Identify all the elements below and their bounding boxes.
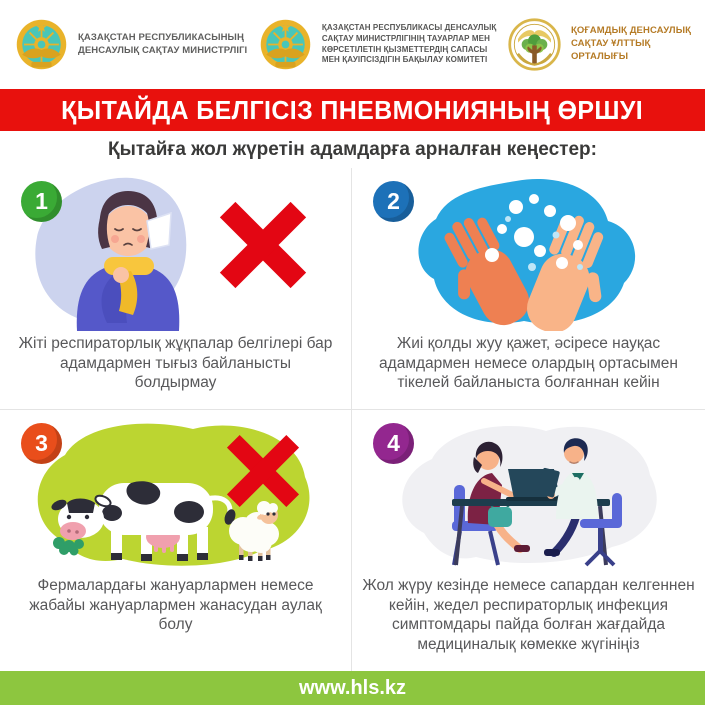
tip-4-caption: Жол жүру кезінде немесе сапардан келгеннен кейін, жедел респираторлық инфекция симптомдары пайда болған жағдайда медициналық көмекке жүгініңіз [362,577,695,654]
tip-3-number: 3 [35,430,48,456]
subtitle-row [0,131,705,168]
committee-title-line2: САҚТАУ МИНИСТРЛІГІНІҢ ТАУАРЛАР МЕН [321,33,490,43]
center-title-line3: ОРТАЛЫҒЫ [570,50,629,62]
tip-3-number-badge [21,423,62,464]
main-title-banner [0,89,705,131]
ministry-logo-group [14,17,247,72]
ministry-title [78,32,247,57]
committee-title-line4: МЕН ҚАУІПСІЗДІГІН БАҚЫЛАУ КОМИТЕТІ [321,55,488,65]
tips-grid [0,168,705,671]
tip-cell-4 [352,410,705,671]
header [0,0,705,89]
tip-2-number: 2 [387,188,400,214]
tip-1-number: 1 [35,188,48,214]
subtitle: Қытайға жол жүретін адамдарға арналған кеңестер: [108,138,597,160]
ministry-title-line2: ДЕНСАУЛЫҚ САҚТАУ МИНИСТРЛІГІ [78,44,248,56]
kazakhstan-emblem-icon [258,17,313,72]
tip-1-caption: Жіті респираторлық жұқпалар белгілері бар адамдармен тығыз байланысты болдырмау [18,335,333,392]
committee-title-line3: КӨРСЕТІЛЕТІН ҚЫЗМЕТТЕРДІҢ САПАСЫ [321,44,488,54]
public-health-center-title [571,25,691,63]
footer-url: www.hls.kz [298,676,407,699]
tip-4-number-badge [373,423,414,464]
center-title-line1: ҚОҒАМДЫҚ ДЕНСАУЛЫҚ [570,25,691,37]
tip-4-number: 4 [387,430,400,456]
tip-2-number-badge [373,181,414,222]
committee-title [322,23,497,66]
main-title: ҚЫТАЙДА БЕЛГІСІЗ ПНЕВМОНИЯНЫҢ ӨРШУІ [61,94,644,125]
footer-bar [0,671,705,705]
public-health-center-logo-group [507,17,691,72]
tip-cell-1 [0,168,352,410]
committee-logo-group [258,17,497,72]
tip-1-number-badge [21,181,62,222]
center-title-line2: САҚТАУ ҰЛТТЫҚ [570,38,651,50]
tip-cell-3 [0,410,352,671]
ministry-title-line1: ҚАЗАҚСТАН РЕСПУБЛИКАСЫНЫҢ [78,31,244,43]
kazakhstan-emblem-icon [14,17,69,72]
committee-title-line1: ҚАЗАҚСТАН РЕСПУБЛИКАСЫ ДЕНСАУЛЫҚ [321,22,497,32]
tip-3-caption: Фермалардағы жануарлармен немесе жабайы жануарлармен жанасудан аулақ болу [29,577,322,634]
tip-cell-2 [352,168,705,410]
tip-2-caption: Жиі қолды жуу қажет, әсіресе науқас адамдармен немесе олардың ортасымен тікелей байланыста болғаннан кейін [379,335,678,392]
public-health-center-logo-icon [507,17,562,72]
